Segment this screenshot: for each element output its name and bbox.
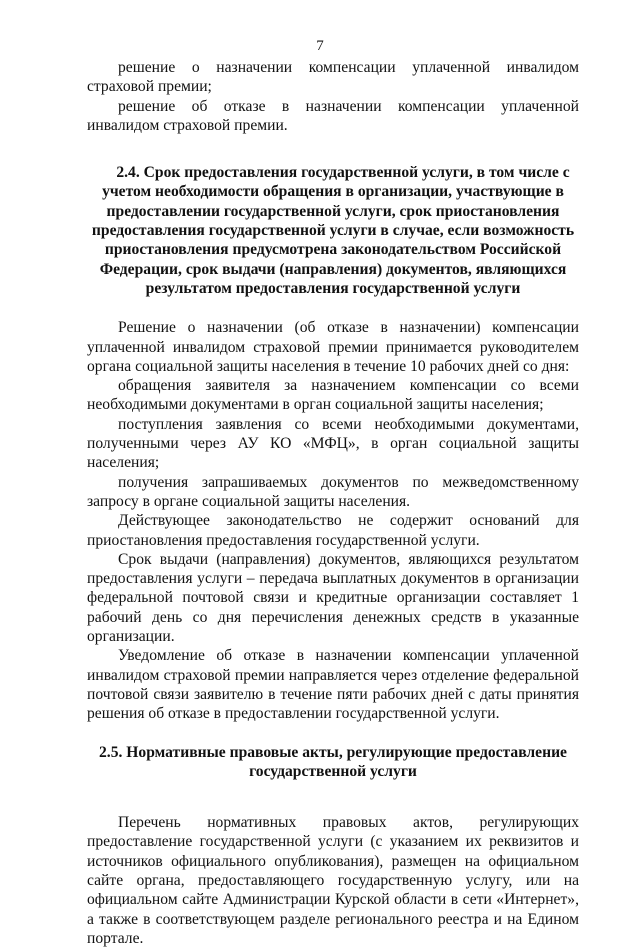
intro-list <box>87 58 579 135</box>
paragraph: Срок выдачи (направления) документов, являющихся результатом предоставления услуги – передача выплатных документов в организации федеральной почтовой связи и кредитные организации составляет 1 рабочий день со дня перечисления денежных средств в указанные организации. <box>87 550 579 646</box>
paragraph: Действующее законодательство не содержит оснований для приостановления предоставления государственной услуги. <box>87 512 579 549</box>
paragraph: обращения заявителя за назначением компенсации со всеми необходимыми документами в орган социальной защиты населения; <box>87 377 579 414</box>
paragraph: Решение о назначении (об отказе в назначении) компенсации уплаченной инвалидом страховой премии принимается руководителем органа социальной защиты населения в течение 10 рабочих дней со дня: <box>87 319 579 375</box>
document-body <box>87 58 579 948</box>
section-2-4-body <box>87 318 579 723</box>
section-2-4-heading: 2.4. Срок предоставления государственной услуги, в том числе с учетом необходимости обращения в организации, участвующие в предоставлении государственной услуги, срок приостановления предоставления государственной услуги в случае, если возможность приостановления предусмотрена законодательством Российской Федерации, срок выдачи (направления) документов, являющихся результатом предоставления государственной услуги <box>91 164 575 297</box>
intro-item: решение об отказе в назначении компенсации уплаченной инвалидом страховой премии. <box>87 97 579 134</box>
page-number: 7 <box>316 38 324 54</box>
paragraph: Уведомление об отказе в назначении компенсации уплаченной инвалидом страховой премии направляется через отделение федеральной почтовой связи заявителю в течение пяти рабочих дней с даты принятия решения об отказе в предоставлении государственной услуги. <box>87 647 579 723</box>
section-2-5-body <box>87 813 579 948</box>
intro-item: решение о назначении компенсации уплаченной инвалидом страховой премии; <box>87 59 579 96</box>
paragraph: поступления заявления со всеми необходимыми документами, полученными через АУ КО «МФЦ», в орган социальной защиты населения; <box>87 415 579 472</box>
paragraph: Перечень нормативных правовых актов, регулирующих предоставление государственной услуги (с указанием их реквизитов и источников официального опубликования), размещен на официальном сайте органа, предоставляющего государственную услугу, или на официальном сайте Администрации Курской области в сети «Интернет», а также в соответствующем разделе регионального реестра и на Едином портале. <box>87 814 579 947</box>
paragraph: получения запрашиваемых документов по межведомственному запросу в органе социальной защиты населения. <box>87 473 579 510</box>
section-2-5-heading: 2.5. Нормативные правовые акты, регулирующие предоставление государственной услуги <box>99 743 567 780</box>
